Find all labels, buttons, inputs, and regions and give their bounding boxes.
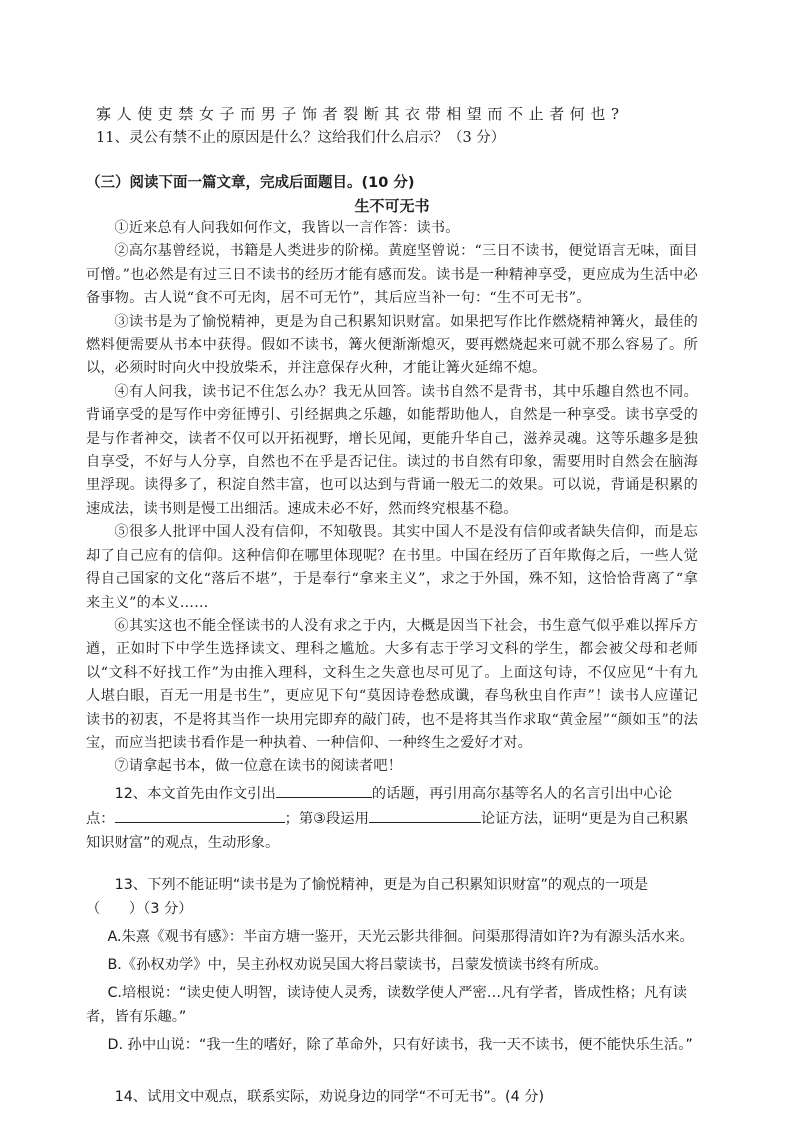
q13-option-a: A.朱熹《观书有感》：半亩方塘一鉴开，天光云影共徘徊。问渠那得清如许?为有源头活水来。 — [107, 928, 694, 945]
question-13-stem: 13、下列不能证明“读书是为了愉悦精神，更是为自己积累知识财富”的观点的一项是（ ）（3 分） — [86, 876, 648, 917]
paragraph-7: ⑦请拿起书本，做一位意在读书的阅读者吧！ — [114, 758, 403, 775]
q12-text-2: 的话题，再引用高尔基等名人的名言引出中心论点： — [86, 785, 672, 827]
q12-text-4: 论证方法，证明“更是为自己积累知识财富”的观点，生动形象。 — [86, 810, 689, 851]
section-3-heading: （三）阅读下面一篇文章，完成后面题目。(10 分) — [86, 175, 415, 191]
paragraph-5: ⑤很多人批评中国人没有信仰，不知敬畏。其实中国人不是没有信仰或者缺失信仰，而是忘却了自己应有的信仰。这种信仰在哪里体现呢？在书里。中国在经历了百年欺侮之后，一些人觉得自己国家的文化“落后不堪”，于是奉行“拿来主义”，求之于外国，殊不知，这恰恰背离了“拿来主义”的本义…… — [86, 524, 698, 611]
q12-blank-2[interactable] — [115, 806, 285, 823]
paragraph-3: ③读书是为了愉悦精神，更是为自己积累知识财富。如果把写作比作燃烧精神篝火，最佳的燃料便需要从书本中获得。假如不读书，篝火便渐渐熄灭，要再燃烧起来可就不那么容易了。所以，必须时时向火中投放柴禾，并注意保存火种，才能让篝火延绵不熄。 — [86, 313, 698, 377]
paragraph-4: ④有人问我，读书记不住怎么办？我无从回答。读书自然不是背书，其中乐趣自然也不同。背诵享受的是写作中旁征博引、引经据典之乐趣，如能帮助他人，自然是一种享受。读书享受的是与作者神交，读者不仅可以开拓视野，增长见闻，更能升华自己，滋养灵魂。这等乐趣多是独自享受，不好与人分享，自然也不在乎是否记住。读过的书自然有印象，需要用时自然会在脑海里浮现。读得多了，积淀自然丰富，也可以达到与背诵一般无二的效果。可以说，背诵是积累的速成法，读书则是慢工出细活。速成未必不好，然而终究根基不稳。 — [86, 383, 698, 517]
q13-option-c: C.培根说：“读史使人明智，读诗使人灵秀，读数学使人严密…凡有学者，皆成性格；凡有读者，皆有乐趣。” — [86, 984, 687, 1025]
q12-text-3: ；第③段运用 — [284, 810, 369, 827]
q13-option-b: B.《孙权劝学》中，吴主孙权劝说吴国大将吕蒙读书，吕蒙发愤读书终有所成。 — [107, 956, 608, 973]
article-body — [86, 217, 698, 779]
q12-blank-3[interactable] — [369, 806, 481, 823]
article-title: 生不可无书 — [354, 197, 430, 215]
classical-text-line: 寡人使吏禁女子而男子饰者裂断其衣带相望而不止者何也? — [96, 105, 625, 123]
question-11: 11、灵公有禁不止的原因是什么？这给我们什么启示？（3 分） — [96, 130, 506, 146]
question-12 — [86, 781, 698, 855]
q12-blank-1[interactable] — [276, 781, 372, 798]
paragraph-1: ①近来总有人问我如何作文，我皆以一言作答：读书。 — [114, 220, 460, 236]
question-14: 14、试用文中观点，联系实际，劝说身边的同学“不可无书”。(4 分) — [114, 1088, 545, 1105]
paragraph-6: ⑥其实这也不能全怪读书的人没有求之于内，大概是因当下社会，书生意气似乎难以挥斥方遒，正如时下中学生选择读文、理科之尴尬。大多有志于学习文科的学生，都会被父母和老师以“文科不好找工作”为由推入理科，文科生之失意也尽可见了。上面这句诗，不仅应见“十有九人堪白眼，百无一用是书生”，更应见下句“莫因诗卷愁成谶，春鸟秋虫自作声”！读书人应谨记读书的初衷，不是将其当作一块用完即弃的敲门砖，也不是将其当作求取“黄金屋”“颜如玉”的法宝，而应当把读书看作是一种执着、一种信仰、一种终生之爱好才对。 — [86, 617, 698, 751]
q12-text-1: 12、本文首先由作文引出 — [114, 785, 276, 802]
q13-option-d: D. 孙中山说：“我一生的嗜好，除了革命外，只有好读书，我一天不读书，便不能快乐生活。” — [107, 1036, 693, 1053]
paragraph-2: ②高尔基曾经说，书籍是人类进步的阶梯。黄庭坚曾说：“三日不读书，便觉语言无味，面目可憎。”也必然是有过三日不读书的经历才能有感而发。读书是一种精神享受，更应成为生活中必备事物。古人说“食不可无肉，居不可无竹”，其后应当补一句：“生不可无书”。 — [86, 243, 698, 307]
